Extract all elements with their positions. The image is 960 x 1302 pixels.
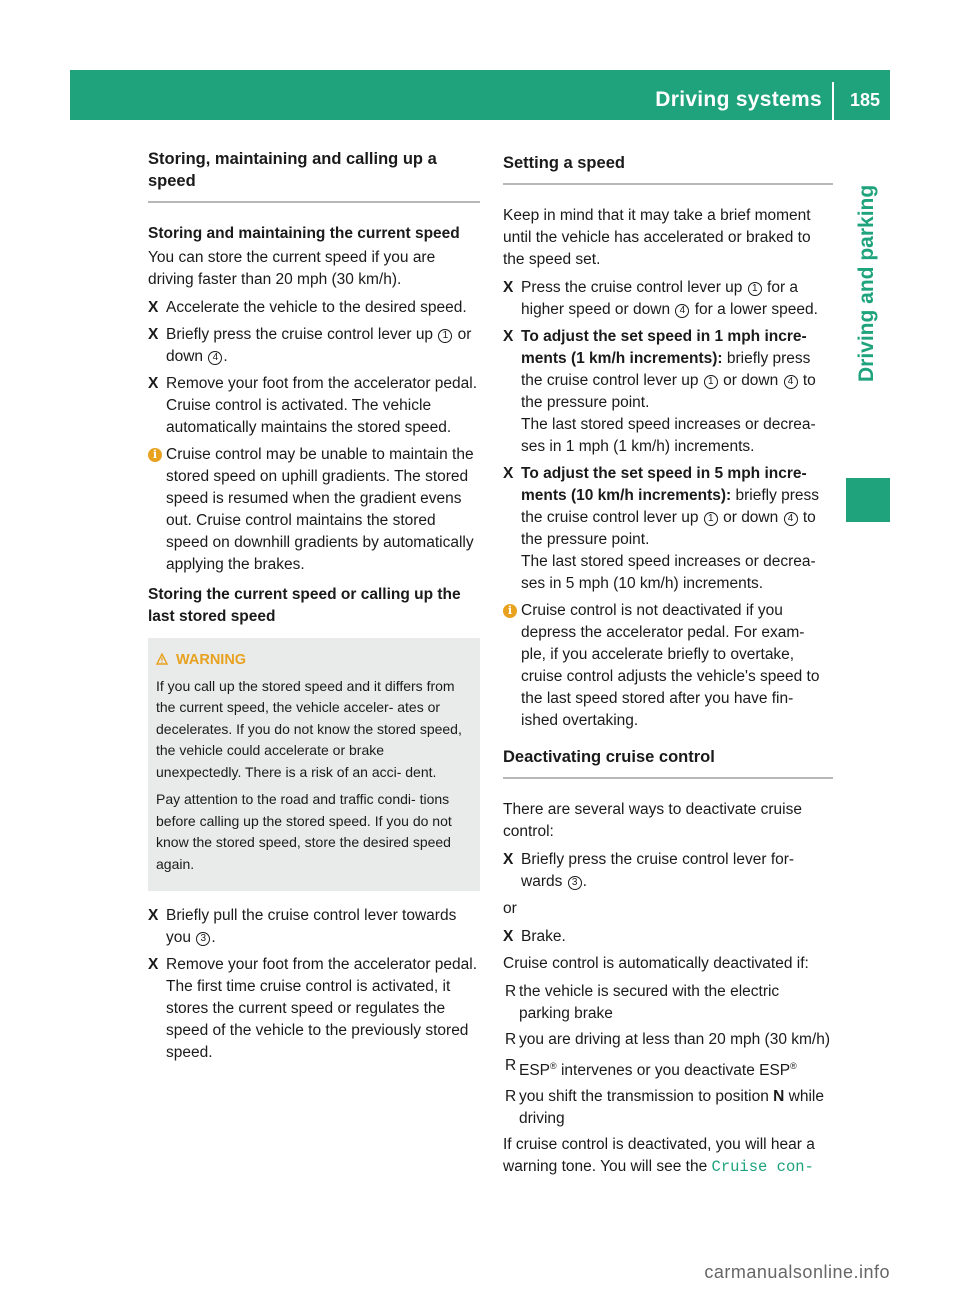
- step-arrow-icon: X: [503, 851, 514, 868]
- paragraph: You can store the current speed if you are driving faster than 20 mph (30 km/h).: [148, 249, 436, 288]
- watermark: carmanualsonline.info: [704, 1262, 890, 1282]
- section-heading: Setting a speed: [503, 148, 833, 185]
- callout-1-icon: 1: [704, 512, 718, 526]
- callout-3-icon: 3: [196, 932, 210, 946]
- list-item: R you shift the transmission to position N while driving: [505, 1088, 824, 1128]
- registered-mark: ®: [550, 1061, 557, 1071]
- list-item: R ESP® intervenes or you deactivate ESP®: [505, 1057, 797, 1080]
- instruction-step: X Briefly press the cruise control lever for- wards 3 .: [503, 851, 795, 890]
- warning-heading: WARNING: [156, 650, 472, 672]
- warning-text: Pay attention to the road and traffic condi- tions before calling up the stored speed. If you do not know the stored speed, store the desired speed again.: [156, 791, 452, 872]
- section-heading: Storing, maintaining and calling up a speed: [148, 148, 480, 203]
- instruction-step: X Remove your foot from the accelerator pedal. Cruise control is activated. The vehicle automatically maintains the stored speed.: [148, 375, 478, 436]
- bullet-icon: R: [505, 1057, 517, 1074]
- paragraph: Cruise control is automatically deactivated if:: [503, 955, 809, 972]
- step-arrow-icon: X: [148, 907, 159, 924]
- step-arrow-icon: X: [148, 326, 159, 343]
- page-title: Driving systems: [655, 88, 822, 111]
- step-arrow-icon: X: [503, 465, 514, 482]
- instruction-step: X Brake.: [503, 926, 833, 948]
- info-icon: i: [148, 448, 162, 462]
- instruction-step: X Press the cruise control lever up 1 for a higher speed or down 4 for a lower speed.: [503, 279, 818, 318]
- header-divider: [832, 82, 834, 120]
- registered-mark: ®: [790, 1061, 797, 1071]
- paragraph: Keep in mind that it may take a brief moment until the vehicle has accelerated or braked to the speed set.: [503, 207, 811, 268]
- warning-text: If you call up the stored speed and it differs from the current speed, the vehicle acceler- ates or decelerates. If you do not know the stored speed, the vehicle could accelerate or brake unexpectedly. There is a risk of an acci- dent.: [156, 677, 462, 780]
- callout-1-icon: 1: [704, 375, 718, 389]
- callout-4-icon: 4: [784, 375, 798, 389]
- list-item: R you are driving at less than 20 mph (30 km/h): [503, 1029, 833, 1051]
- instruction-step: X Accelerate the vehicle to the desired speed.: [148, 297, 480, 319]
- step-arrow-icon: X: [148, 299, 159, 316]
- right-column: [503, 148, 833, 1184]
- header-bar: [70, 70, 890, 120]
- display-message: Cruise con‐: [711, 1158, 814, 1177]
- info-icon: i: [503, 604, 517, 618]
- warning-triangle-icon: [156, 651, 168, 673]
- info-note: i Cruise control is not deactivated if you depress the accelerator pedal. For exam- ple, if you accelerate briefly to overtake, cruise control adjusts the vehicle's speed to the last speed stored after you have fin- ished overtaking.: [503, 600, 833, 732]
- step-arrow-icon: X: [503, 928, 514, 945]
- instruction-step: X To adjust the set speed in 1 mph incre- ments (1 km/h increments): briefly press the cruise control lever up 1 or down 4 to the pressure point. The last stored speed increases or decrea- ses in 1 mph (1 km/h) increments.: [503, 328, 816, 455]
- paragraph: If cruise control is deactivated, you will hear a warning tone. You will see the Cruise con‐: [503, 1136, 815, 1177]
- left-column: [148, 148, 480, 1069]
- section-heading: Deactivating cruise control: [503, 746, 833, 779]
- callout-3-icon: 3: [568, 876, 582, 890]
- info-note: i Cruise control may be unable to maintain the stored speed on uphill gradients. The stored speed is resumed when the gradient evens out. Cruise control maintains the stored speed on downhill gradients by automatically applying the brakes.: [148, 444, 480, 576]
- page-number: 185: [849, 90, 880, 110]
- step-arrow-icon: X: [148, 956, 159, 973]
- callout-4-icon: 4: [208, 351, 222, 365]
- callout-4-icon: 4: [784, 512, 798, 526]
- instruction-step: X Briefly press the cruise control lever up 1 or down 4 .: [148, 326, 472, 365]
- bullet-icon: R: [505, 983, 517, 1000]
- paragraph: or: [503, 900, 517, 917]
- warning-box: [148, 638, 480, 891]
- list-item: R the vehicle is secured with the electric parking brake: [505, 983, 780, 1022]
- bullet-icon: R: [505, 1031, 517, 1048]
- instruction-step: X Briefly pull the cruise control lever towards you 3 .: [148, 907, 457, 946]
- step-arrow-icon: X: [503, 279, 514, 296]
- callout-1-icon: 1: [748, 282, 762, 296]
- bullet-icon: R: [505, 1088, 517, 1106]
- instruction-step: X Remove your foot from the accelerator pedal. The first time cruise control is activated, it stores the current speed or regulates the speed of the vehicle to the previously stored speed.: [148, 956, 478, 1061]
- subsection-heading: Storing the current speed or calling up the last stored speed: [148, 586, 461, 625]
- callout-1-icon: 1: [438, 329, 452, 343]
- step-arrow-icon: X: [503, 328, 514, 345]
- section-tab-marker: [846, 478, 890, 522]
- step-arrow-icon: X: [148, 375, 159, 392]
- section-tab-label: Driving and parking: [855, 184, 878, 382]
- subsection-heading: Storing and maintaining the current speed: [148, 225, 460, 242]
- paragraph: There are several ways to deactivate cruise control:: [503, 801, 802, 840]
- callout-4-icon: 4: [675, 304, 689, 318]
- instruction-step: X To adjust the set speed in 5 mph incre- ments (10 km/h increments): briefly press the cruise control lever up 1 or down 4 to the pressure point. The last stored speed increases or decrea- ses in 5 mph (10 km/h) increments.: [503, 465, 820, 592]
